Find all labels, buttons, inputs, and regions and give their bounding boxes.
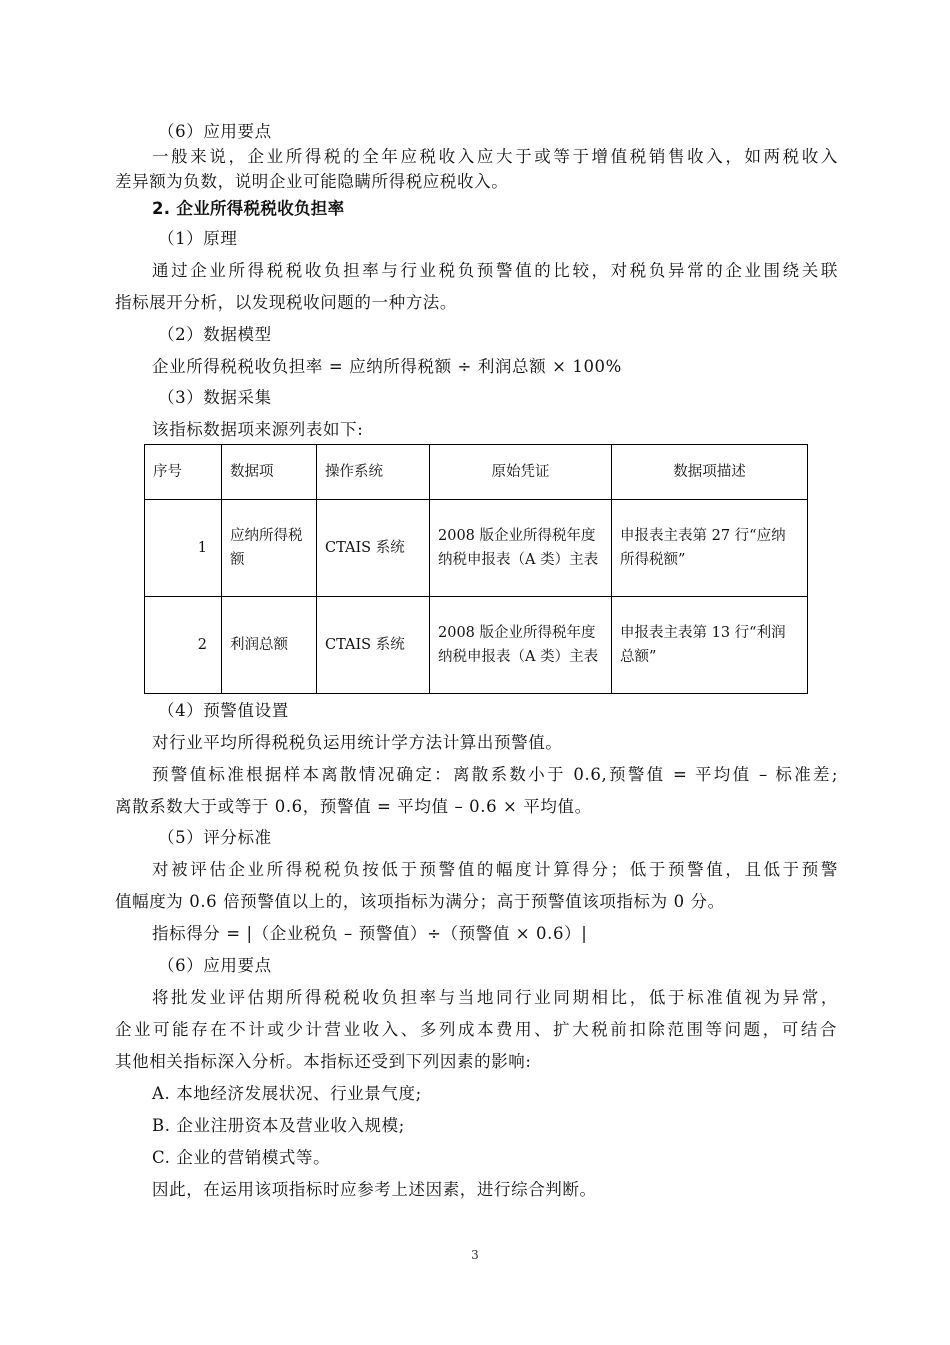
section-6b-para-line-2: 企业可能存在不计或少计营业收入、多列成本费用、扩大税前扣除范围等问题，可结合 xyxy=(115,1020,837,1039)
section-2-title: （2）数据模型 xyxy=(158,325,272,344)
section-4-para-2-line-1: 预警值标准根据样本离散情况确定：离散系数小于 0.6,预警值 = 平均值 – 标准差; xyxy=(152,765,838,784)
section-4-title: （4）预警值设置 xyxy=(158,701,289,720)
section-heading-2: 2. 企业所得税税收负担率 xyxy=(152,199,345,218)
cell-item: 应纳所得税额 xyxy=(222,500,317,597)
section-6b-para-line-3: 其他相关指标深入分析。本指标还受到下列因素的影响: xyxy=(115,1052,532,1071)
table-header-row xyxy=(145,445,808,500)
header-system: 操作系统 xyxy=(317,445,430,500)
cell-item: 利润总额 xyxy=(222,597,317,694)
section-6a-para-line-1: 一般来说，企业所得税的全年应税收入应大于或等于增值税销售收入，如两税收入 xyxy=(152,147,838,166)
conclusion: 因此，在运用该项指标时应参考上述因素，进行综合判断。 xyxy=(152,1180,597,1199)
section-5-para-line-1: 对被评估企业所得税税负按低于预警值的幅度计算得分；低于预警值，且低于预警 xyxy=(152,860,838,879)
section-5-para-line-2: 值幅度为 0.6 倍预警值以上的，该项指标为满分；高于预警值该项指标为 0 分。 xyxy=(115,892,725,911)
section-1-para-line-2: 指标展开分析，以发现税收问题的一种方法。 xyxy=(115,293,457,312)
table-intro: 该指标数据项来源列表如下: xyxy=(152,420,364,439)
section-6b-para-line-1: 将批发业评估期所得税税收负担率与当地同行业同期相比，低于标准值视为异常， xyxy=(152,988,838,1007)
cell-system: CTAIS 系统 xyxy=(317,597,430,694)
list-item: B. 企业注册资本及营业收入规模; xyxy=(152,1116,405,1135)
section-4-para-2-line-2: 离散系数大于或等于 0.6，预警值 = 平均值 – 0.6 × 平均值。 xyxy=(115,797,592,816)
header-no: 序号 xyxy=(145,445,222,500)
cell-doc: 2008 版企业所得税年度纳税申报表（A 类）主表 xyxy=(430,500,612,597)
list-item: C. 企业的营销模式等。 xyxy=(152,1148,331,1167)
page-number: 3 xyxy=(471,1248,479,1262)
data-model-formula: 企业所得税税收负担率 = 应纳所得税额 ÷ 利润总额 × 100% xyxy=(152,357,622,376)
cell-no: 2 xyxy=(145,597,222,694)
header-doc: 原始凭证 xyxy=(430,445,612,500)
cell-system: CTAIS 系统 xyxy=(317,500,430,597)
section-3-title: （3）数据采集 xyxy=(158,388,272,407)
cell-no: 1 xyxy=(145,500,222,597)
header-desc: 数据项描述 xyxy=(612,445,808,500)
cell-desc: 申报表主表第 13 行“利润总额” xyxy=(612,597,808,694)
list-item: A. 本地经济发展状况、行业景气度; xyxy=(152,1084,422,1103)
section-4-para-1: 对行业平均所得税税负运用统计学方法计算出预警值。 xyxy=(152,733,563,752)
section-5-title: （5）评分标准 xyxy=(158,828,272,847)
section-1-para-line-1: 通过企业所得税税收负担率与行业税负预警值的比较，对税负异常的企业围绕关联 xyxy=(152,261,838,280)
section-6a-title: （6）应用要点 xyxy=(158,122,272,141)
section-1-title: （1）原理 xyxy=(158,229,238,248)
header-item: 数据项 xyxy=(222,445,317,500)
table-row xyxy=(145,500,808,597)
section-6a-para-line-2: 差异额为负数，说明企业可能隐瞒所得税应税收入。 xyxy=(115,172,509,191)
cell-desc: 申报表主表第 27 行“应纳所得税额” xyxy=(612,500,808,597)
cell-doc: 2008 版企业所得税年度纳税申报表（A 类）主表 xyxy=(430,597,612,694)
score-formula: 指标得分 = |（企业税负 – 预警值）÷（预警值 × 0.6）| xyxy=(152,924,588,943)
section-6b-title: （6）应用要点 xyxy=(158,956,272,975)
table-row xyxy=(145,597,808,694)
data-source-table xyxy=(144,444,808,694)
